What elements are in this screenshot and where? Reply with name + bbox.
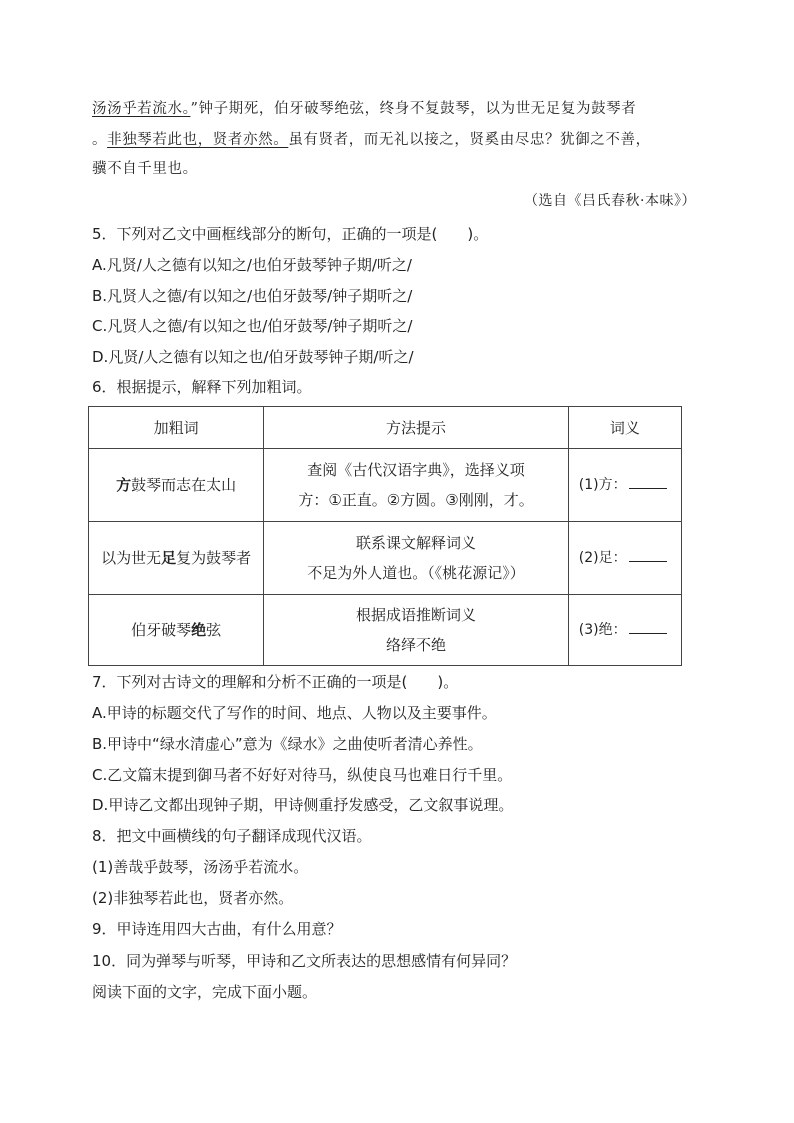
answer-blank[interactable]	[629, 547, 667, 562]
hint-cell: 联系课文解释词义 不足为外人道也。（《桃花源记》）	[264, 522, 569, 595]
question-8-item-1: (1)善哉乎鼓琴，汤汤乎若流水。	[92, 858, 309, 876]
question-5-option-a: A.凡贤/人之德有以知之/也伯牙鼓琴钟子期/听之/	[92, 256, 412, 274]
phrase-cell: 伯牙破琴绝弦	[89, 595, 264, 666]
table-row	[89, 449, 682, 522]
closing-instruction: 阅读下面的文字，完成下面小题。	[92, 983, 318, 1001]
question-6-stem: 6．根据提示，解释下列加粗词。	[92, 378, 312, 396]
question-10-stem: 10．同为弹琴与听琴，甲诗和乙文所表达的思想感情有何异同？	[92, 952, 517, 970]
word-meaning-table	[88, 406, 682, 666]
question-7-option-b: B.甲诗中“绿水清虚心”意为《绿水》之曲使听者清心养性。	[92, 735, 483, 753]
question-5-option-b: B.凡贤人之德/有以知之/也伯牙鼓琴/钟子期听之/	[92, 287, 413, 305]
question-5-option-d: D.凡贤/人之德有以知之也/伯牙鼓琴钟子期/听之/	[92, 348, 414, 366]
question-9-stem: 9．甲诗连用四大古曲，有什么用意？	[92, 920, 342, 938]
underlined-sentence-1: 汤汤乎若流水。	[92, 101, 191, 117]
header-bold-word: 加粗词	[89, 407, 264, 449]
phrase-cell: 方鼓琴而志在太山	[89, 449, 264, 522]
question-7-option-a: A.甲诗的标题交代了写作的时间、地点、人物以及主要事件。	[92, 704, 497, 722]
header-method-hint: 方法提示	[264, 407, 569, 449]
question-7-stem: 7．下列对古诗文的理解和分析不正确的一项是( )。	[92, 673, 459, 691]
passage-source: （选自《吕氏春秋·本味》）	[524, 193, 696, 209]
answer-cell[interactable]: (3)绝：	[568, 595, 681, 666]
hint-cell: 根据成语推断词义 络绎不绝	[264, 595, 569, 666]
question-7-option-d: D.甲诗乙文都出现钟子期，甲诗侧重抒发感受，乙文叙事说理。	[92, 796, 514, 814]
passage-line-2: 。非独琴若此也，贤者亦然。虽有贤者，而无礼以接之，贤奚由尽忠？犹御之不善，	[92, 132, 651, 148]
passage-line-1: 汤汤乎若流水。”钟子期死，伯牙破琴绝弦，终身不复鼓琴，以为世无足复为鼓琴者	[92, 101, 637, 117]
question-5-stem: 5．下列对乙文中画框线部分的断句，正确的一项是( )。	[92, 225, 489, 243]
question-7-option-c: C.乙文篇末提到御马者不好好对待马，纵使良马也难日行千里。	[92, 766, 513, 784]
header-meaning: 词义	[568, 407, 681, 449]
answer-cell[interactable]: (1)方：	[568, 449, 681, 522]
table-row	[89, 522, 682, 595]
passage-line-3: 骥不自千里也。	[92, 161, 198, 177]
answer-cell[interactable]: (2)足：	[568, 522, 681, 595]
phrase-cell: 以为世无足复为鼓琴者	[89, 522, 264, 595]
hint-cell: 查阅《古代汉语字典》，选择义项 方：①正直。②方圆。③刚刚，才。	[264, 449, 569, 522]
question-5-option-c: C.凡贤人之德/有以知之也/伯牙鼓琴/钟子期听之/	[92, 317, 413, 335]
question-8-stem: 8．把文中画横线的句子翻译成现代汉语。	[92, 827, 372, 845]
table-header-row	[89, 407, 682, 449]
question-8-item-2: (2)非独琴若此也，贤者亦然。	[92, 889, 294, 907]
answer-blank[interactable]	[629, 619, 667, 634]
underlined-sentence-2: 非独琴若此也，贤者亦然。	[107, 132, 289, 148]
table-row	[89, 595, 682, 666]
answer-blank[interactable]	[629, 474, 667, 489]
